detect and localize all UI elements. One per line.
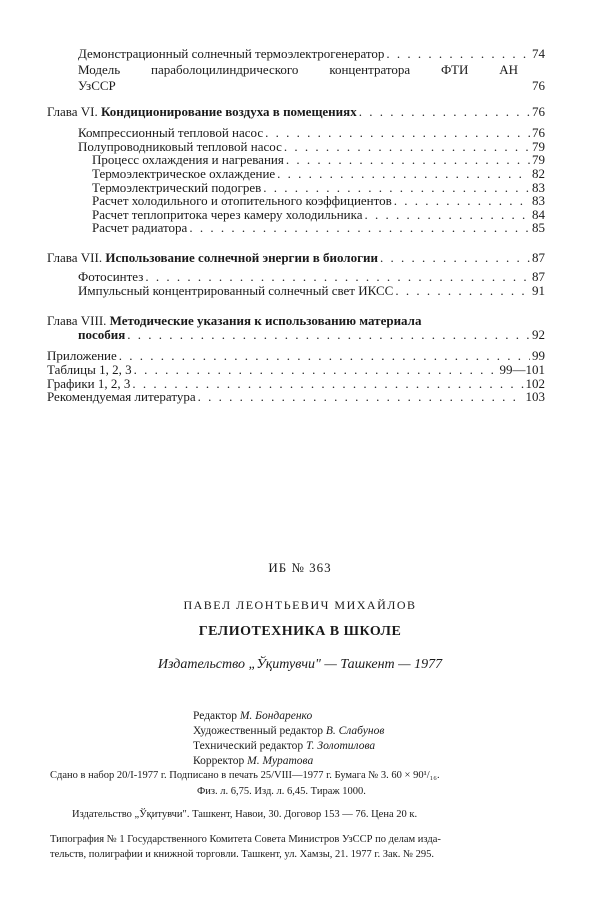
toc-entry-page: 79	[532, 152, 545, 167]
publisher-line: Издательство „Ўқитувчи" — Ташкент — 1977	[157, 657, 443, 672]
toc-entry-title: Компрессионный тепловой насос	[78, 125, 264, 140]
toc-entry-page: 99	[532, 348, 545, 363]
toc-entry-title-cont: УзССР	[78, 78, 116, 93]
toc-entry-title: Рекомендуемая литература	[47, 389, 196, 404]
leader-dots	[127, 327, 530, 343]
toc-entry-page: 79	[532, 139, 545, 154]
chapter-number: Глава VIII.	[47, 313, 107, 328]
toc-entry[interactable]	[78, 62, 545, 78]
toc-entry-title: Расчет холодильного и отопительного коэффициентов	[92, 193, 392, 208]
toc-entry[interactable]	[47, 389, 545, 405]
book-title: ГЕЛИОТЕХНИКА В ШКОЛЕ	[198, 624, 402, 639]
leader-dots	[380, 250, 530, 266]
staff-role: Художественный редактор	[193, 725, 323, 737]
toc-entry-page: 85	[532, 220, 545, 235]
editorial-staff	[193, 709, 384, 769]
toc-entry-title: Импульсный концентрированный солнечный свет ИКСС	[78, 283, 394, 298]
publisher-address: Издательство „Ўқитувчи". Ташкент, Навои, 30. Договор 153 — 76. Цена 20 к.	[72, 809, 418, 820]
toc-entry-page: 91	[532, 283, 545, 298]
leader-dots	[359, 104, 530, 120]
toc-entry-page: 103	[525, 389, 545, 404]
print-details-line1: Сдано в набор 20/I-1977 г. Подписано в печать 25/VIII—1977 г. Бумага № 3. 60 × 90¹/₁₆.	[50, 770, 440, 781]
author-name: ПАВЕЛ ЛЕОНТЬЕВИЧ МИХАЙЛОВ	[183, 598, 417, 612]
printing-house-line1: Типография № 1 Государственного Комитета Совета Министров УзССР по делам изда-	[50, 834, 441, 845]
staff-role: Корректор	[193, 755, 245, 767]
staff-tech-editor	[193, 739, 384, 754]
toc-chapter[interactable]	[47, 250, 545, 266]
toc-entry-page: 83	[532, 193, 545, 208]
chapter-heading	[47, 104, 357, 120]
leader-dots	[189, 220, 530, 236]
staff-proofreader	[193, 754, 384, 769]
chapter-title: Использование солнечной энергии в биологии	[105, 250, 378, 265]
chapter-heading	[47, 250, 378, 266]
staff-editor	[193, 709, 384, 724]
chapter-title: Кондиционирование воздуха в помещениях	[101, 104, 357, 119]
chapter-number: Глава VII.	[47, 250, 103, 265]
toc-entry-title: Фотосинтез	[78, 269, 144, 284]
toc-entry-title: Расчет теплопритока через камеру холодильника	[92, 207, 363, 222]
toc-entry[interactable]	[78, 46, 545, 62]
ib-number: ИБ № 363	[268, 560, 332, 575]
toc-entry-page: 99—101	[499, 362, 545, 377]
chapter-title: Методические указания к использованию материала	[109, 313, 422, 328]
toc-entry-continuation	[78, 78, 545, 94]
toc-chapter[interactable]	[47, 104, 545, 120]
toc-entry-page: 87	[532, 250, 545, 265]
toc-entry-title: Приложение	[47, 348, 117, 363]
printing-house-line2: тельств, полиграфии и книжной торговли. Ташкент, ул. Хамзы, 21. 1977 г. Зак. № 295.	[50, 849, 435, 860]
chapter-title-cont: пособия	[78, 327, 126, 342]
staff-name: М. Бондаренко	[239, 710, 313, 722]
staff-name: Т. Золотилова	[306, 740, 376, 752]
toc-entry-page: 92	[532, 327, 545, 342]
chapter-number: Глава VI.	[47, 104, 98, 119]
toc-entry-title: Термоэлектрическое охлаждение	[92, 166, 276, 181]
toc-entry-title: Графики 1, 2, 3	[47, 376, 131, 391]
staff-name: В. Слабунов	[325, 725, 385, 737]
toc-entry-title: Полупроводниковый тепловой насос	[78, 139, 282, 154]
print-details-line2: Физ. л. 6,75. Изд. л. 6,45. Тираж 1000.	[197, 786, 366, 797]
staff-role: Технический редактор	[193, 740, 304, 752]
toc-entry[interactable]	[78, 283, 545, 299]
staff-art-editor	[193, 724, 384, 739]
toc-entry-title: Модель параболоцилиндрического концентратора ФТИ АН	[78, 62, 518, 77]
toc-entry-title: Демонстрационный солнечный термоэлектрогенератор	[78, 46, 385, 61]
toc-entry[interactable]	[92, 220, 545, 236]
leader-dots	[395, 283, 530, 299]
toc-entry-page: 102	[525, 376, 545, 391]
staff-role: Редактор	[193, 710, 237, 722]
toc-entry-title: Термоэлектрический подогрев	[92, 180, 262, 195]
leader-dots	[198, 389, 524, 405]
toc-entry-title: Таблицы 1, 2, 3	[47, 362, 132, 377]
toc-entry-page: 83	[532, 180, 545, 195]
toc-entry-page: 74	[532, 46, 545, 61]
toc-entry-title: Процесс охлаждения и нагревания	[92, 152, 284, 167]
toc-entry-title: Расчет радиатора	[92, 220, 188, 235]
toc-entry-page: 84	[532, 207, 545, 222]
leader-dots	[386, 46, 530, 62]
toc-entry-page: 76	[532, 104, 545, 119]
toc-chapter-continuation	[78, 327, 545, 343]
staff-name: М. Муратова	[247, 755, 314, 767]
toc-entry-page: 82	[532, 166, 545, 181]
toc-entry-page: 76	[532, 78, 545, 93]
toc-entry-page: 76	[532, 125, 545, 140]
toc-entry-page: 87	[532, 269, 545, 284]
